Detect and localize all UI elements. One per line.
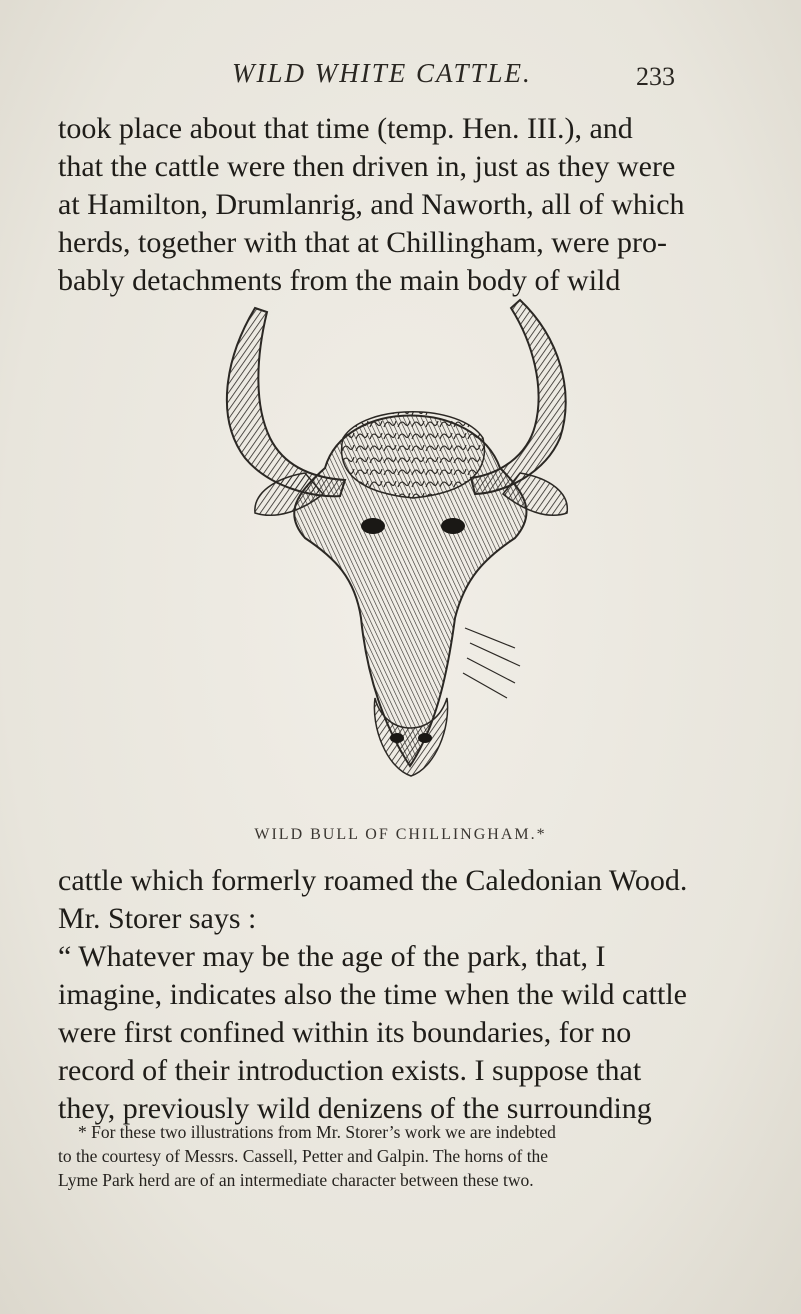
left-eye [361, 518, 385, 534]
figure-caption: WILD BULL OF CHILLINGHAM.* [254, 826, 547, 843]
neck-lines [463, 628, 520, 698]
paragraph-top [58, 110, 742, 300]
right-nostril [418, 733, 432, 743]
text-line: imagine, indicates also the time when the wild cattle [58, 978, 687, 1011]
footnote-line: Lyme Park herd are of an intermediate character between these two. [58, 1170, 534, 1190]
text-line: Mr. Storer says : [58, 902, 257, 935]
paragraph-bottom [58, 862, 742, 1128]
text-line: “ Whatever may be the age of the park, that, I [58, 940, 606, 973]
text-line: at Hamilton, Drumlanrig, and Naworth, all of which [58, 188, 685, 221]
page-header [0, 56, 801, 96]
text-line: bably detachments from the main body of wild [58, 264, 621, 297]
text-line: cattle which formerly roamed the Caledonian Wood. [58, 864, 688, 897]
text-line: that the cattle were then driven in, just as they were [58, 150, 676, 183]
text-line: took place about that time (temp. Hen. III.), and [58, 112, 633, 145]
text-line: they, previously wild denizens of the surrounding [58, 1092, 652, 1125]
text-line: record of their introduction exists. I suppose that [58, 1054, 642, 1087]
text-line: were first confined within its boundaries, for no [58, 1016, 632, 1049]
forehead-curls [342, 412, 485, 498]
bull-illustration [215, 298, 605, 818]
footnote-line: to the courtesy of Messrs. Cassell, Petter and Galpin. The horns of the [58, 1146, 549, 1166]
footnote-line: * For these two illustrations from Mr. Storer’s work we are indebted [78, 1122, 556, 1142]
left-nostril [390, 733, 404, 743]
running-title: WILD WHITE CATTLE. [232, 58, 532, 88]
bull-engraving [215, 298, 605, 818]
page-number: 233 [636, 62, 675, 91]
right-eye [441, 518, 465, 534]
footnote [58, 1120, 758, 1192]
text-line: herds, together with that at Chillingham, were pro- [58, 226, 668, 259]
